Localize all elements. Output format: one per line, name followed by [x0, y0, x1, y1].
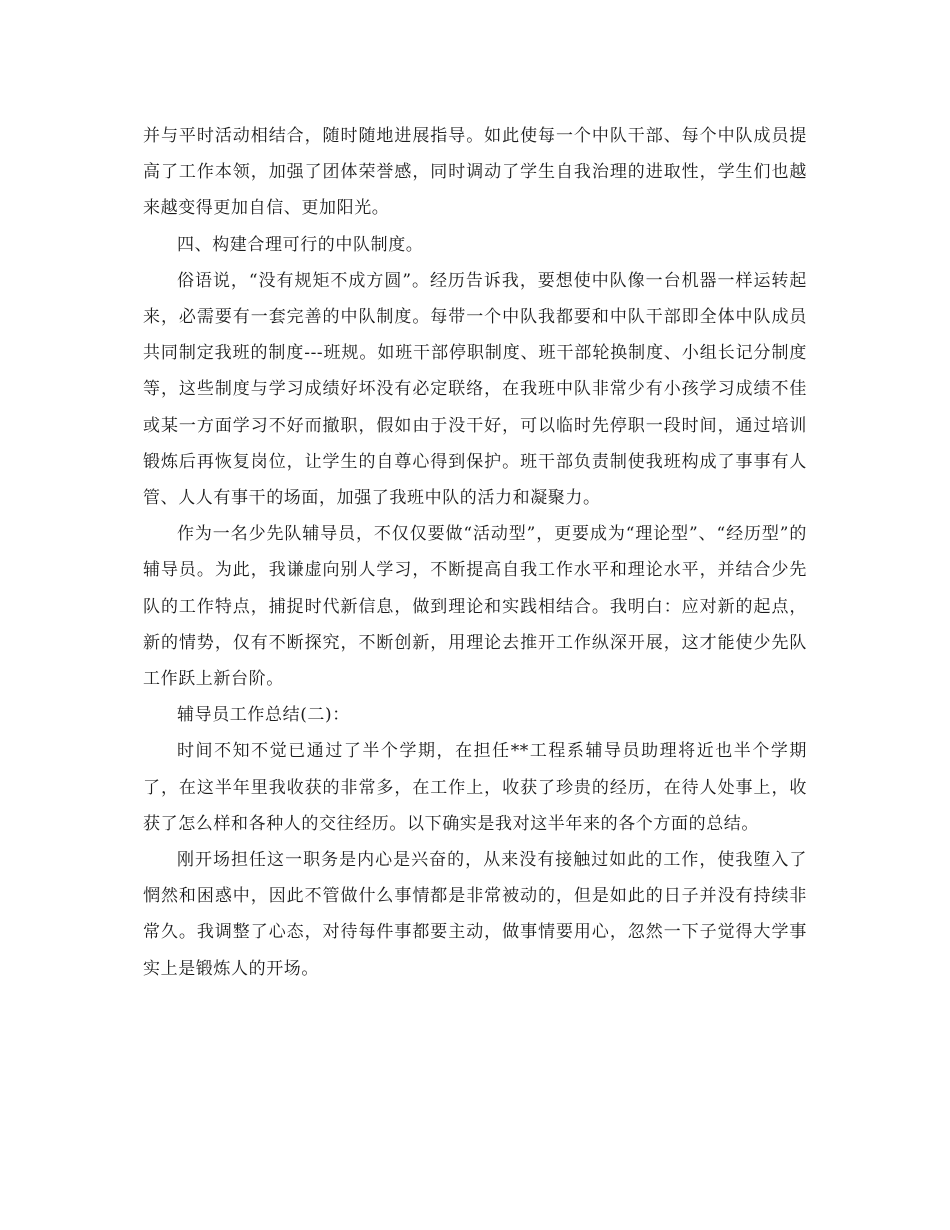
paragraph: 作为一名少先队辅导员，不仅仅要做“活动型”，更要成为“理论型”、“经历型”的辅导员。为此，我谦虚向别人学习，不断提高自我工作水平和理论水平，并结合少先队的工作特点，捕捉时代新信息，做到理论和实践相结合。我明白：应对新的起点，新的情势，仅有不断探究，不断创新，用理论去推开工作纵深开展，这才能使少先队工作跃上新台阶。 [143, 524, 807, 690]
section-heading: 四、构建合理可行的中队制度。 [177, 234, 424, 255]
paragraph: 时间不知不觉已通过了半个学期，在担任**工程系辅导员助理将近也半个学期了，在这半年里我收获的非常多，在工作上，收获了珍贵的经历，在待人处事上，收获了怎么样和各种人的交往经历。以下确实是我对这半年来的各个方面的总结。 [143, 741, 807, 834]
section-heading: 辅导员工作总结(二)： [177, 705, 350, 726]
paragraph: 俗语说，“没有规矩不成方圆”。经历告诉我，要想使中队像一台机器一样运转起来，必需要有一套完善的中队制度。每带一个中队我都要和中队干部即全体中队成员共同制定我班的制度---班规。如班干部停职制度、班干部轮换制度、小组长记分制度等，这些制度与学习成绩好坏没有必定联络，在我班中队非常少有小孩学习成绩不佳或某一方面学习不好而撤职，假如由于没干好，可以临时先停职一段时间，通过培训锻炼后再恢复岗位，让学生的自尊心得到保护。班干部负责制使我班构成了事事有人管、人人有事干的场面，加强了我班中队的活力和凝聚力。 [143, 270, 807, 509]
paragraph: 刚开场担任这一职务是内心是兴奋的，从来没有接触过如此的工作，使我堕入了惘然和困惑中，因此不管做什么事情都是非常被动的，但是如此的日子并没有持续非常久。我调整了心态，对待每件事都要主动，做事情要用心，忽然一下子觉得大学事实上是锻炼人的开场。 [143, 850, 807, 979]
paragraph: 并与平时活动相结合，随时随地进展指导。如此使每一个中队干部、每个中队成员提高了工作本领，加强了团体荣誉感，同时调动了学生自我治理的进取性，学生们也越来越变得更加自信、更加阳光。 [143, 126, 807, 219]
document-body [143, 118, 807, 987]
